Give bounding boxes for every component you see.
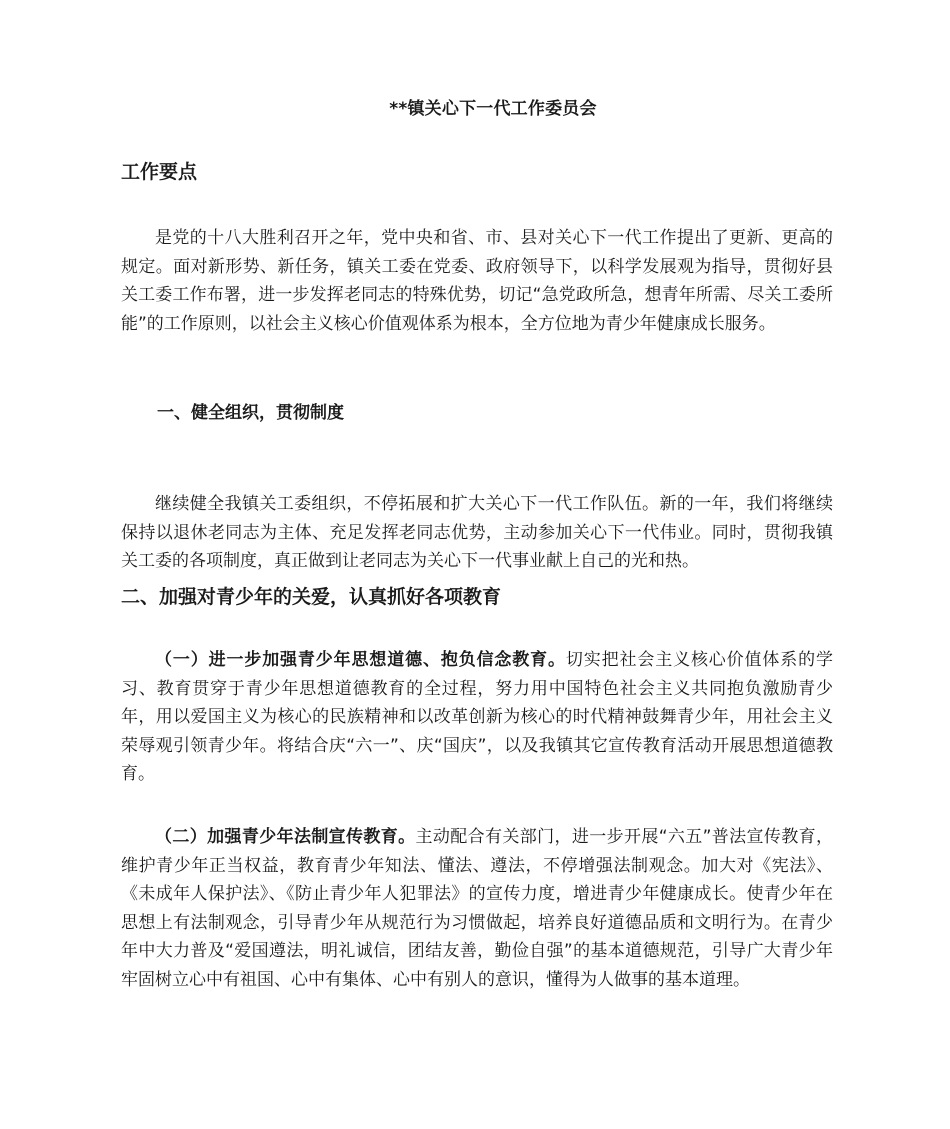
education-item-2-lead: （二）加强青少年法制宣传教育。 [155,827,416,847]
education-item-1 [121,646,833,789]
section-one-paragraph: 继续健全我镇关工委组织，不停拓展和扩大关心下一代工作队伍。新的一年，我们将继续保持以退休老同志为主体、充足发挥老同志优势，主动参加关心下一代伟业。同时，贯彻我镇关工委的各项制度，真正做到让老同志为关心下一代事业献上自己的光和热。 [121,494,833,572]
main-heading: 工作要点 [121,161,198,183]
education-item-2-body: 主动配合有关部门，进一步开展“六五”普法宣传教育，维护青少年正当权益，教育青少年知法、懂法、遵法，不停增强法制观念。加大对《宪法》、《未成年人保护法》、《防止青少年人犯罪法》的宣传力度，增进青少年健康成长。使青少年在思想上有法制观念，引导青少年从规范行为习惯做起，培养良好道德品质和文明行为。在青少年中大力普及“爱国遵法，明礼诚信，团结友善，勤俭自强”的基本道德规范，引导广大青少年牢固树立心中有祖国、心中有集体、心中有别人的意识，懂得为人做事的基本道理。 [121,827,833,990]
education-item-1-body: 切实把社会主义核心价值体系的学习、教育贯穿于青少年思想道德教育的全过程，努力用中国特色社会主义共同抱负激励青少年，用以爱国主义为核心的民族精神和以改革创新为核心的时代精神鼓舞青少年，用社会主义荣辱观引领青少年。将结合庆“六一”、庆“国庆”，以及我镇其它宣传教育活动开展思想道德教育。 [121,650,833,785]
document-title: **镇关心下一代工作委员会 [389,99,597,119]
intro-paragraph: 是党的十八大胜利召开之年，党中央和省、市、县对关心下一代工作提出了更新、更高的规定。面对新形势、新任务，镇关工委在党委、政府领导下，以科学发展观为指导，贯彻好县关工委工作布署，进一步发挥老同志的特殊优势，切记“急党政所急，想青年所需、尽关工委所能”的工作原则，以社会主义核心价值观体系为根本，全方位地为青少年健康成长服务。 [121,228,833,334]
section-one-heading: 一、健全组织，贯彻制度 [157,403,344,423]
education-item-2 [121,823,833,995]
education-item-1-lead: （一）进一步加强青少年思想道德、抱负信念教育。 [155,650,566,670]
section-two-heading: 二、加强对青少年的关爱，认真抓好各项教育 [121,586,502,608]
